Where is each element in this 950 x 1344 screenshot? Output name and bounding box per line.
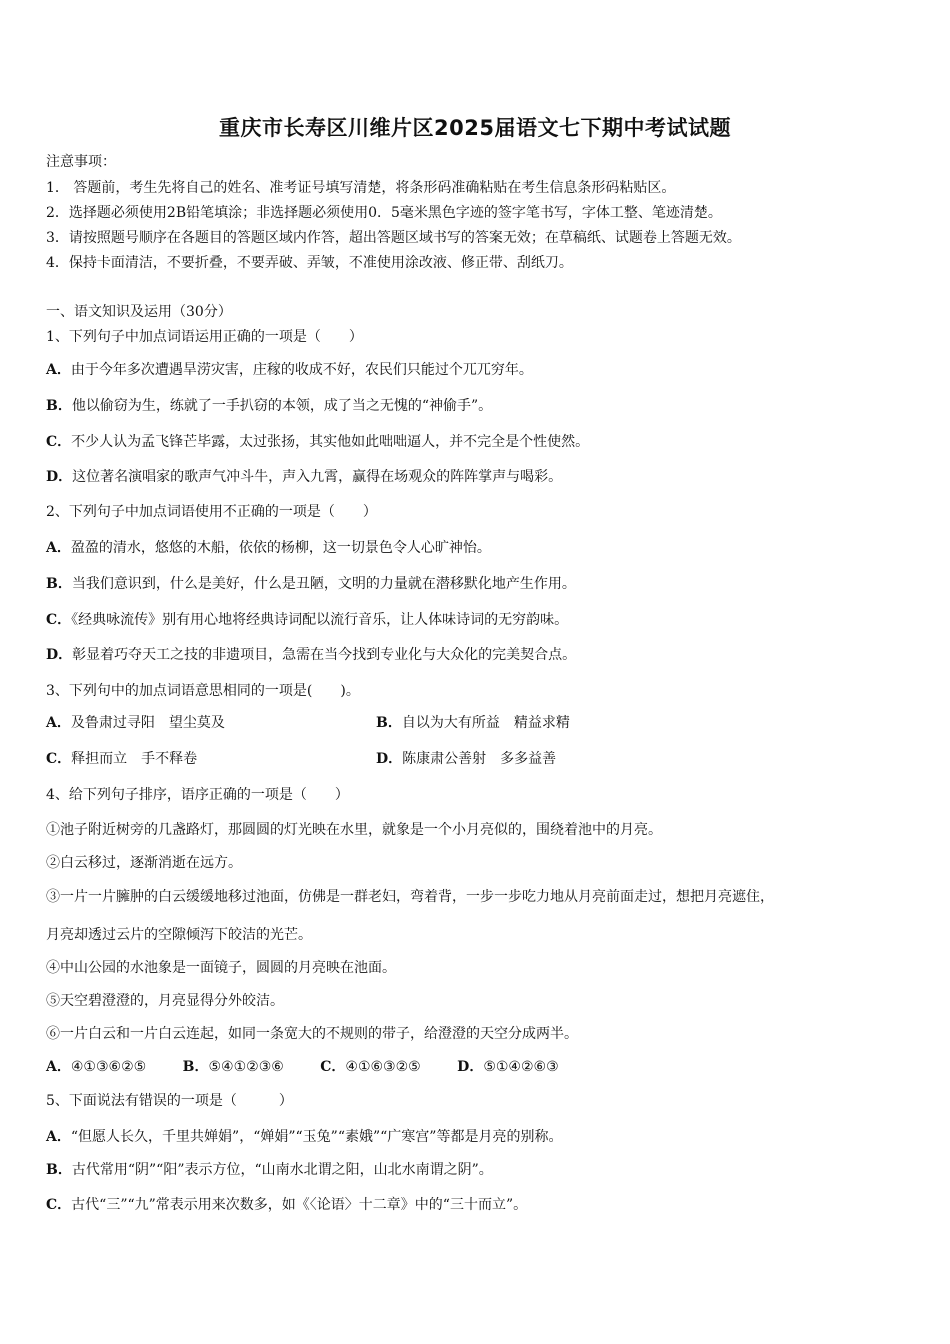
option-text: 古代“三”“九”常表示用来次数多，如《〈论语〉十二章》中的“三十而立”。	[71, 1197, 528, 1213]
sentence-item: ②白云移过，逐渐消逝在远方。	[46, 855, 242, 871]
option-letter: C．	[320, 1059, 346, 1075]
question-4-stem: 4、给下列句子排序，语序正确的一项是（ ）	[46, 787, 349, 803]
question-4-option-c	[320, 1057, 420, 1077]
page-title: 重庆市长寿区川维片区2025届语文七下期中考试试题	[219, 116, 731, 140]
option-letter: D．	[376, 751, 403, 767]
sentence-item: ③一片一片臃肿的白云缓缓地移过池面，仿佛是一群老妇，弯着背，一步一步吃力地从月亮前面走过，想把月亮遮住，	[46, 889, 774, 905]
option-text: 盈盈的清水，悠悠的木船，依依的杨柳，这一切景色令人心旷神怡。	[70, 540, 491, 556]
option-letter: B．	[182, 1059, 209, 1075]
option-letter: A．	[46, 1059, 71, 1075]
question-1-option-b	[46, 396, 920, 416]
option-letter: D．	[46, 469, 73, 485]
option-text: ⑤④①②③⑥	[208, 1059, 284, 1075]
option-text: 由于今年多次遭遇旱涝灾害，庄稼的收成不好，农民们只能过个兀兀穷年。	[70, 362, 533, 378]
question-3-option-b	[376, 713, 570, 733]
option-letter: C．	[46, 612, 72, 628]
option-text: ⑤①④②⑥③	[483, 1059, 559, 1075]
question-5-option-c	[46, 1195, 920, 1215]
notice-heading: 注意事项：	[46, 154, 116, 170]
question-2-stem: 2、下列句子中加点词语使用不正确的一项是（ ）	[46, 504, 377, 520]
option-text: “但愿人长久，千里共婵娟”，“婵娟”“玉兔”“素娥”“广寒宫”等都是月亮的别称。	[70, 1129, 563, 1145]
sentence-item-continued: 月亮却透过云片的空隙倾泻下皎洁的光芒。	[46, 927, 312, 943]
question-1-stem: 1、下列句子中加点词语运用正确的一项是（ ）	[46, 329, 363, 345]
option-text: 不少人认为孟飞锋芒毕露，太过张扬，其实他如此咄咄逼人，并不完全是个性使然。	[71, 434, 590, 450]
option-text: 他以偷窃为生，练就了一手扒窃的本领，成了当之无愧的“神偷手”。	[71, 398, 493, 414]
option-text: ④①⑥③②⑤	[345, 1059, 421, 1075]
option-text: 《经典咏流传》别有用心地将经典诗词配以流行音乐，让人体味诗词的无穷韵味。	[71, 612, 569, 628]
option-text: 陈康肃公善射 多多益善	[402, 751, 557, 767]
notice-item: 2．选择题必须使用2B铅笔填涂；非选择题必须使用0．5毫米黑色字迹的签字笔书写，字体工整、笔迹清楚。	[46, 205, 722, 221]
option-letter: D．	[46, 647, 73, 663]
question-2-option-a	[46, 538, 920, 558]
option-text: 释担而立 手不释卷	[71, 751, 198, 767]
notice-item: 4．保持卡面清洁，不要折叠，不要弄破、弄皱，不准使用涂改液、修正带、刮纸刀。	[46, 255, 573, 271]
question-1-option-a	[46, 360, 920, 380]
notice-item: 3．请按照题号顺序在各题目的答题区域内作答，超出答题区域书写的答案无效；在草稿纸、试题卷上答题无效。	[46, 230, 741, 246]
option-text: 自以为大有所益 精益求精	[401, 715, 570, 731]
question-1-option-d	[46, 467, 920, 487]
question-2-option-b	[46, 574, 920, 594]
question-3-options-row	[46, 713, 920, 733]
option-letter: A．	[46, 540, 71, 556]
option-letter: A．	[46, 715, 71, 731]
sentence-item: ①池子附近树旁的几盏路灯，那圆圆的灯光映在水里，就象是一个小月亮似的，围绕着池中的月亮。	[46, 822, 662, 838]
question-3-option-d	[376, 749, 556, 769]
question-1-option-c	[46, 432, 920, 452]
option-letter: C．	[46, 1197, 72, 1213]
sentence-item: ⑤天空碧澄澄的，月亮显得分外皎洁。	[46, 993, 284, 1009]
option-letter: B．	[46, 1162, 72, 1178]
option-text: 及鲁肃过寻阳 望尘莫及	[70, 715, 225, 731]
option-letter: C．	[46, 751, 72, 767]
question-5-option-a	[46, 1127, 920, 1147]
question-3-options-row	[46, 749, 920, 769]
question-3-option-c	[46, 751, 197, 767]
option-letter: B．	[376, 715, 402, 731]
question-4-option-a	[46, 1057, 146, 1077]
option-text: 当我们意识到，什么是美好，什么是丑陋，文明的力量就在潜移默化地产生作用。	[71, 576, 576, 592]
question-5-stem: 5、下面说法有错误的一项是（ ）	[46, 1093, 293, 1109]
option-text: 这位著名演唱家的歌声气冲斗牛，声入九霄，赢得在场观众的阵阵掌声与喝彩。	[72, 469, 563, 485]
question-5-option-b	[46, 1160, 920, 1180]
sentence-item: ④中山公园的水池象是一面镜子，圆圆的月亮映在池面。	[46, 960, 396, 976]
option-letter: D．	[457, 1059, 484, 1075]
question-2-option-d	[46, 645, 920, 665]
question-3-stem: 3、下列句中的加点词语意思相同的一项是( )。	[46, 683, 360, 699]
option-text: 古代常用“阴”“阳”表示方位，“山南水北谓之阳，山北水南谓之阴”。	[71, 1162, 493, 1178]
question-4-options-row	[46, 1057, 920, 1077]
question-4-option-d	[457, 1057, 558, 1077]
option-letter: B．	[46, 398, 72, 414]
question-4-option-b	[183, 1057, 284, 1077]
question-2-option-c	[46, 610, 920, 630]
question-3-option-a	[46, 715, 225, 731]
section-heading: 一、语文知识及运用（30分）	[46, 304, 232, 320]
option-letter: A．	[46, 362, 71, 378]
option-letter: B．	[46, 576, 72, 592]
option-text: 彰显着巧夺天工之技的非遗项目，急需在当今找到专业化与大众化的完美契合点。	[72, 647, 577, 663]
option-text: ④①③⑥②⑤	[70, 1059, 147, 1075]
sentence-item: ⑥一片白云和一片白云连起，如同一条宽大的不规则的带子，给澄澄的天空分成两半。	[46, 1026, 578, 1042]
option-letter: C．	[46, 434, 72, 450]
notice-item: 1． 答题前，考生先将自己的姓名、准考证号填写清楚，将条形码准确粘贴在考生信息条形码粘贴区。	[46, 180, 676, 196]
option-letter: A．	[46, 1129, 71, 1145]
